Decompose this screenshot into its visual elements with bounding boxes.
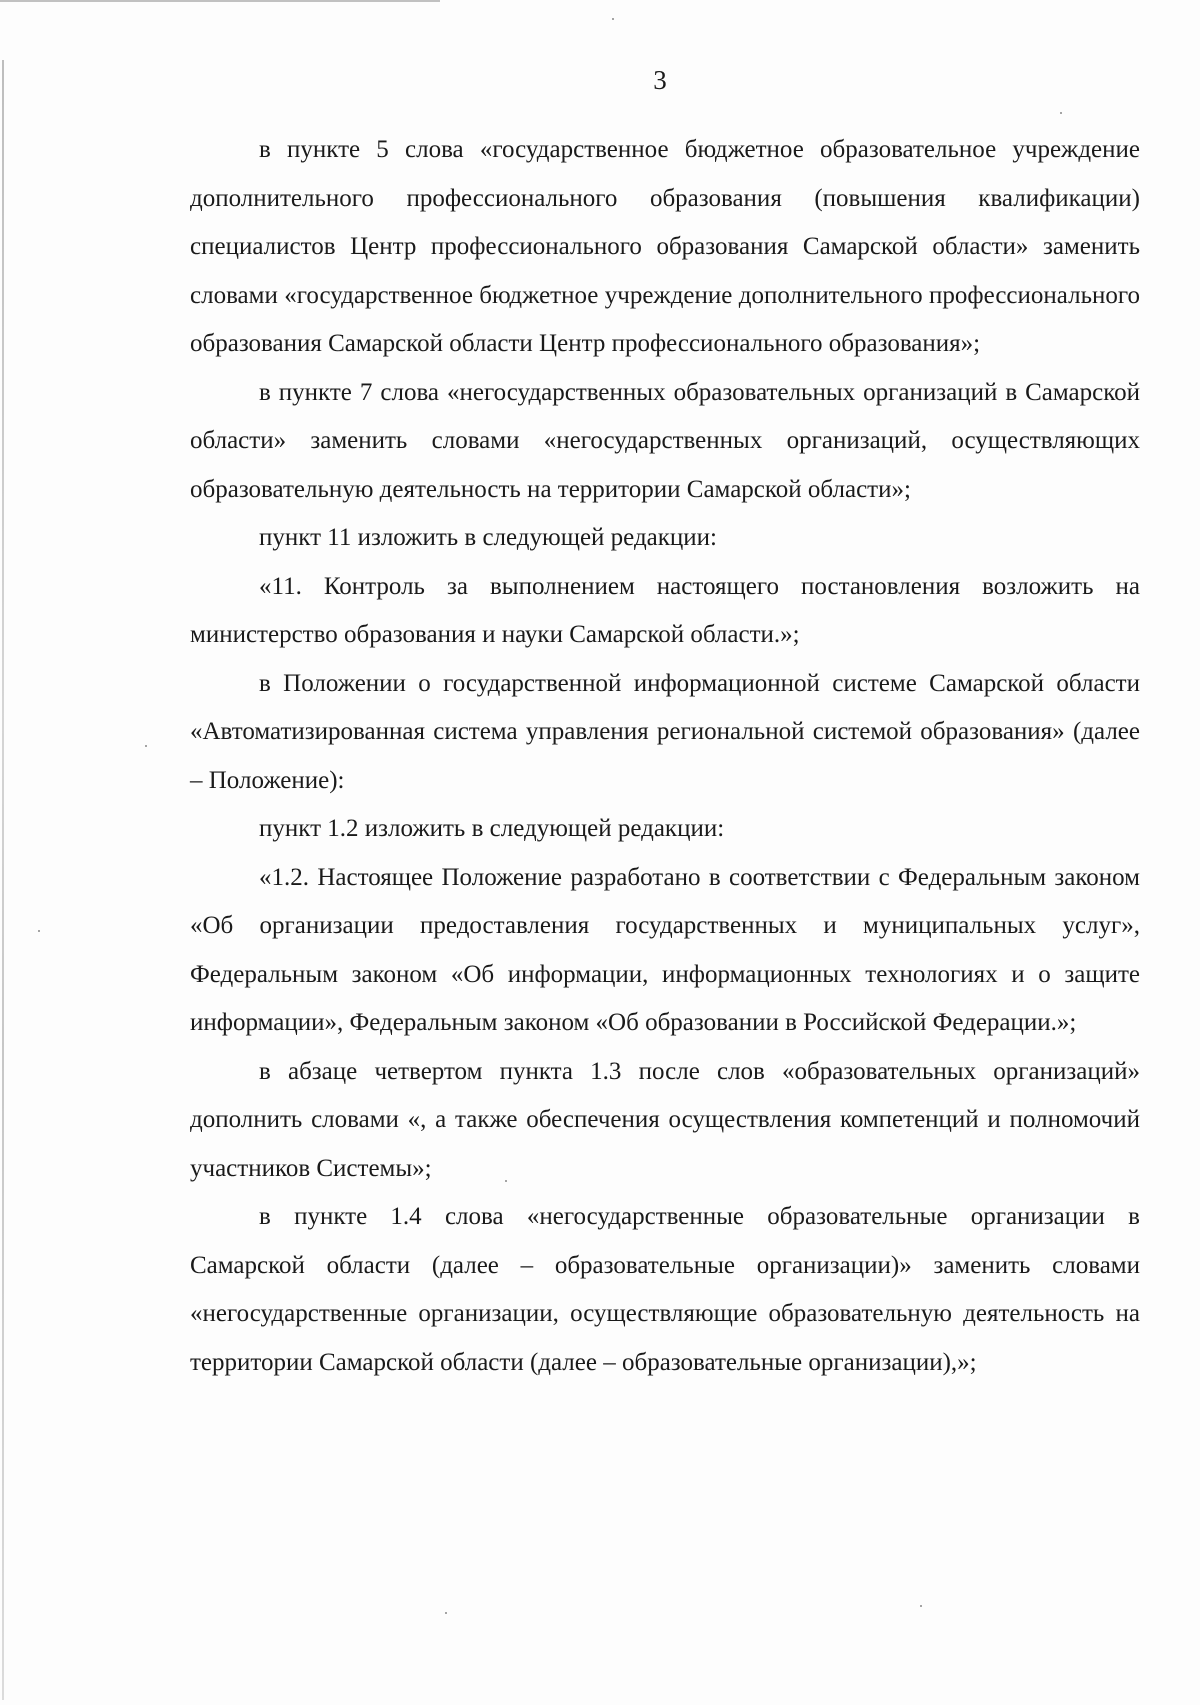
scan-speck	[1060, 112, 1062, 114]
scan-left-edge	[2, 60, 4, 1700]
paragraph-point-1-3: в абзаце четвертом пункта 1.3 после слов «образовательных организаций» дополнить словами «, а также обеспечения осуществления компетенций и полномочий участников Системы»;	[190, 1057, 1140, 1182]
paragraph-point-1-2-intro: пункт 1.2 изложить в следующей редакции:	[259, 815, 725, 842]
scan-speck	[445, 1612, 447, 1614]
paragraph-point-11-intro: пункт 11 изложить в следующей редакции:	[259, 524, 717, 551]
scan-speck	[920, 1605, 922, 1607]
scan-top-edge	[0, 0, 440, 2]
paragraph-point-7: в пункте 7 слова «негосударственных образовательных организаций в Самарской области» заменить словами «негосударственных организаций, осуществляющих образовательную деятельность на территории Самарской области»;	[190, 378, 1140, 503]
paragraph-point-5: в пункте 5 слова «государственное бюджетное образовательное учреждение дополнительного профессионального образования (повышения квалификации) специалистов Центр профессионального образования Самарской области» заменить словами «государственное бюджетное учреждение дополнительного профессионального образования Самарской области Центр профессионального образования»;	[190, 136, 1140, 357]
scan-speck	[145, 745, 147, 747]
scan-speck	[38, 930, 40, 932]
paragraph-regulation-intro: в Положении о государственной информационной системе Самарской области «Автоматизированная система управления региональной системой образования» (далее – Положение):	[190, 669, 1140, 794]
page-number: 3	[653, 65, 667, 95]
paragraph-point-1-4: в пункте 1.4 слова «негосударственные образовательные организации в Самарской области (далее – образовательные организации)» заменить словами «негосударственные организации, осуществляющие образовательную деятельность на территории Самарской области (далее – образовательные организации),»;	[190, 1203, 1140, 1376]
paragraph-point-1-2-text: «1.2. Настоящее Положение разработано в соответствии с Федеральным законом «Об организации предоставления государственных и муниципальных услуг», Федеральным законом «Об информации, информационных технологиях и о защите информации», Федеральным законом «Об образовании в Российской Федерации.»;	[190, 863, 1140, 1036]
document-body	[190, 126, 1140, 1387]
scan-speck	[612, 18, 614, 20]
scan-speck	[505, 1180, 507, 1182]
paragraph-point-11-text: «11. Контроль за выполнением настоящего постановления возложить на министерство образования и науки Самарской области.»;	[190, 572, 1140, 648]
